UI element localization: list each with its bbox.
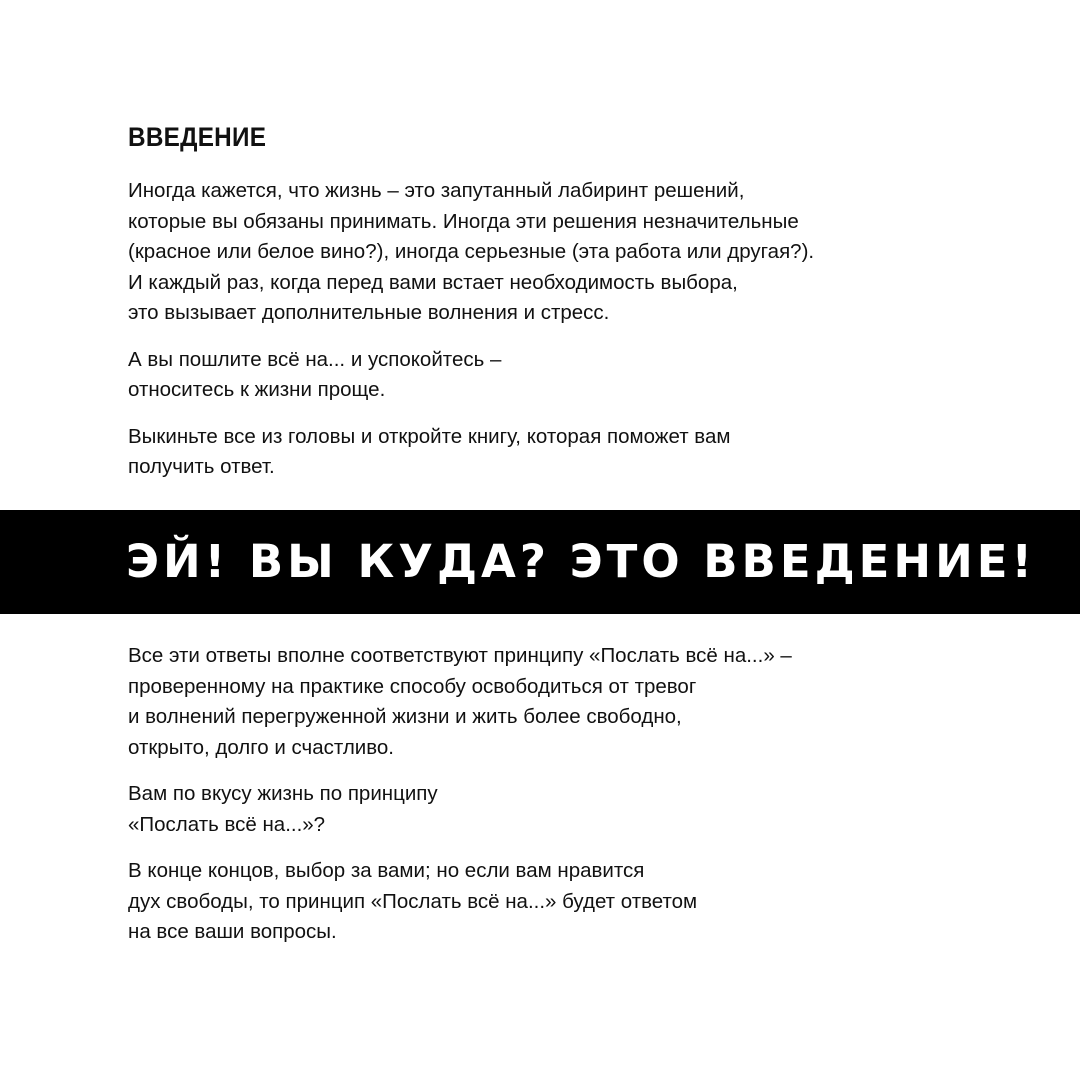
- text-line: это вызывает дополнительные волнения и стресс.: [128, 301, 610, 324]
- text-line: проверенному на практике способу освободиться от тревог: [128, 674, 697, 698]
- text-line: относитесь к жизни проще.: [128, 378, 386, 401]
- outro-paragraph-2: [128, 779, 988, 840]
- text-line: И каждый раз, когда перед вами встает необходимость выбора,: [128, 270, 738, 294]
- intro-paragraph-2: [128, 345, 988, 406]
- text-line: В конце концов, выбор за вами; но если вам нравится: [128, 859, 645, 882]
- outro-text: [128, 641, 988, 964]
- intro-paragraph-3: [128, 422, 988, 483]
- text-line: получить ответ.: [128, 455, 275, 478]
- text-line: «Послать всё на...»?: [128, 812, 326, 836]
- banner: [0, 510, 1080, 614]
- outro-paragraph-1: [128, 641, 988, 763]
- text-line: Выкиньте все из головы и откройте книгу, которая поможет вам: [128, 424, 731, 448]
- intro-paragraph-1: [128, 176, 988, 329]
- text-line: А вы пошлите всё на... и успокойтесь –: [128, 347, 502, 371]
- text-line: Иногда кажется, что жизнь – это запутанный лабиринт решений,: [128, 179, 745, 202]
- intro-text: [128, 176, 988, 499]
- banner-text: ЭЙ! ВЫ КУДА? ЭТО ВВЕДЕНИЕ!: [126, 535, 1037, 588]
- text-line: и волнений перегруженной жизни и жить более свободно,: [128, 705, 682, 728]
- text-line: (красное или белое вино?), иногда серьезные (эта работа или другая?).: [128, 240, 815, 263]
- text-line: открыто, долго и счастливо.: [128, 735, 394, 759]
- text-line: которые вы обязаны принимать. Иногда эти решения незначительные: [128, 209, 799, 233]
- text-line: Все эти ответы вполне соответствуют принципу «Послать всё на...» –: [128, 644, 792, 667]
- text-line: Вам по вкусу жизнь по принципу: [128, 782, 438, 805]
- text-line: дух свободы, то принцип «Послать всё на...» будет ответом: [128, 889, 698, 913]
- text-line: на все ваши вопросы.: [128, 920, 337, 943]
- outro-paragraph-3: [128, 856, 988, 948]
- page-heading: ВВЕДЕНИЕ: [128, 122, 267, 152]
